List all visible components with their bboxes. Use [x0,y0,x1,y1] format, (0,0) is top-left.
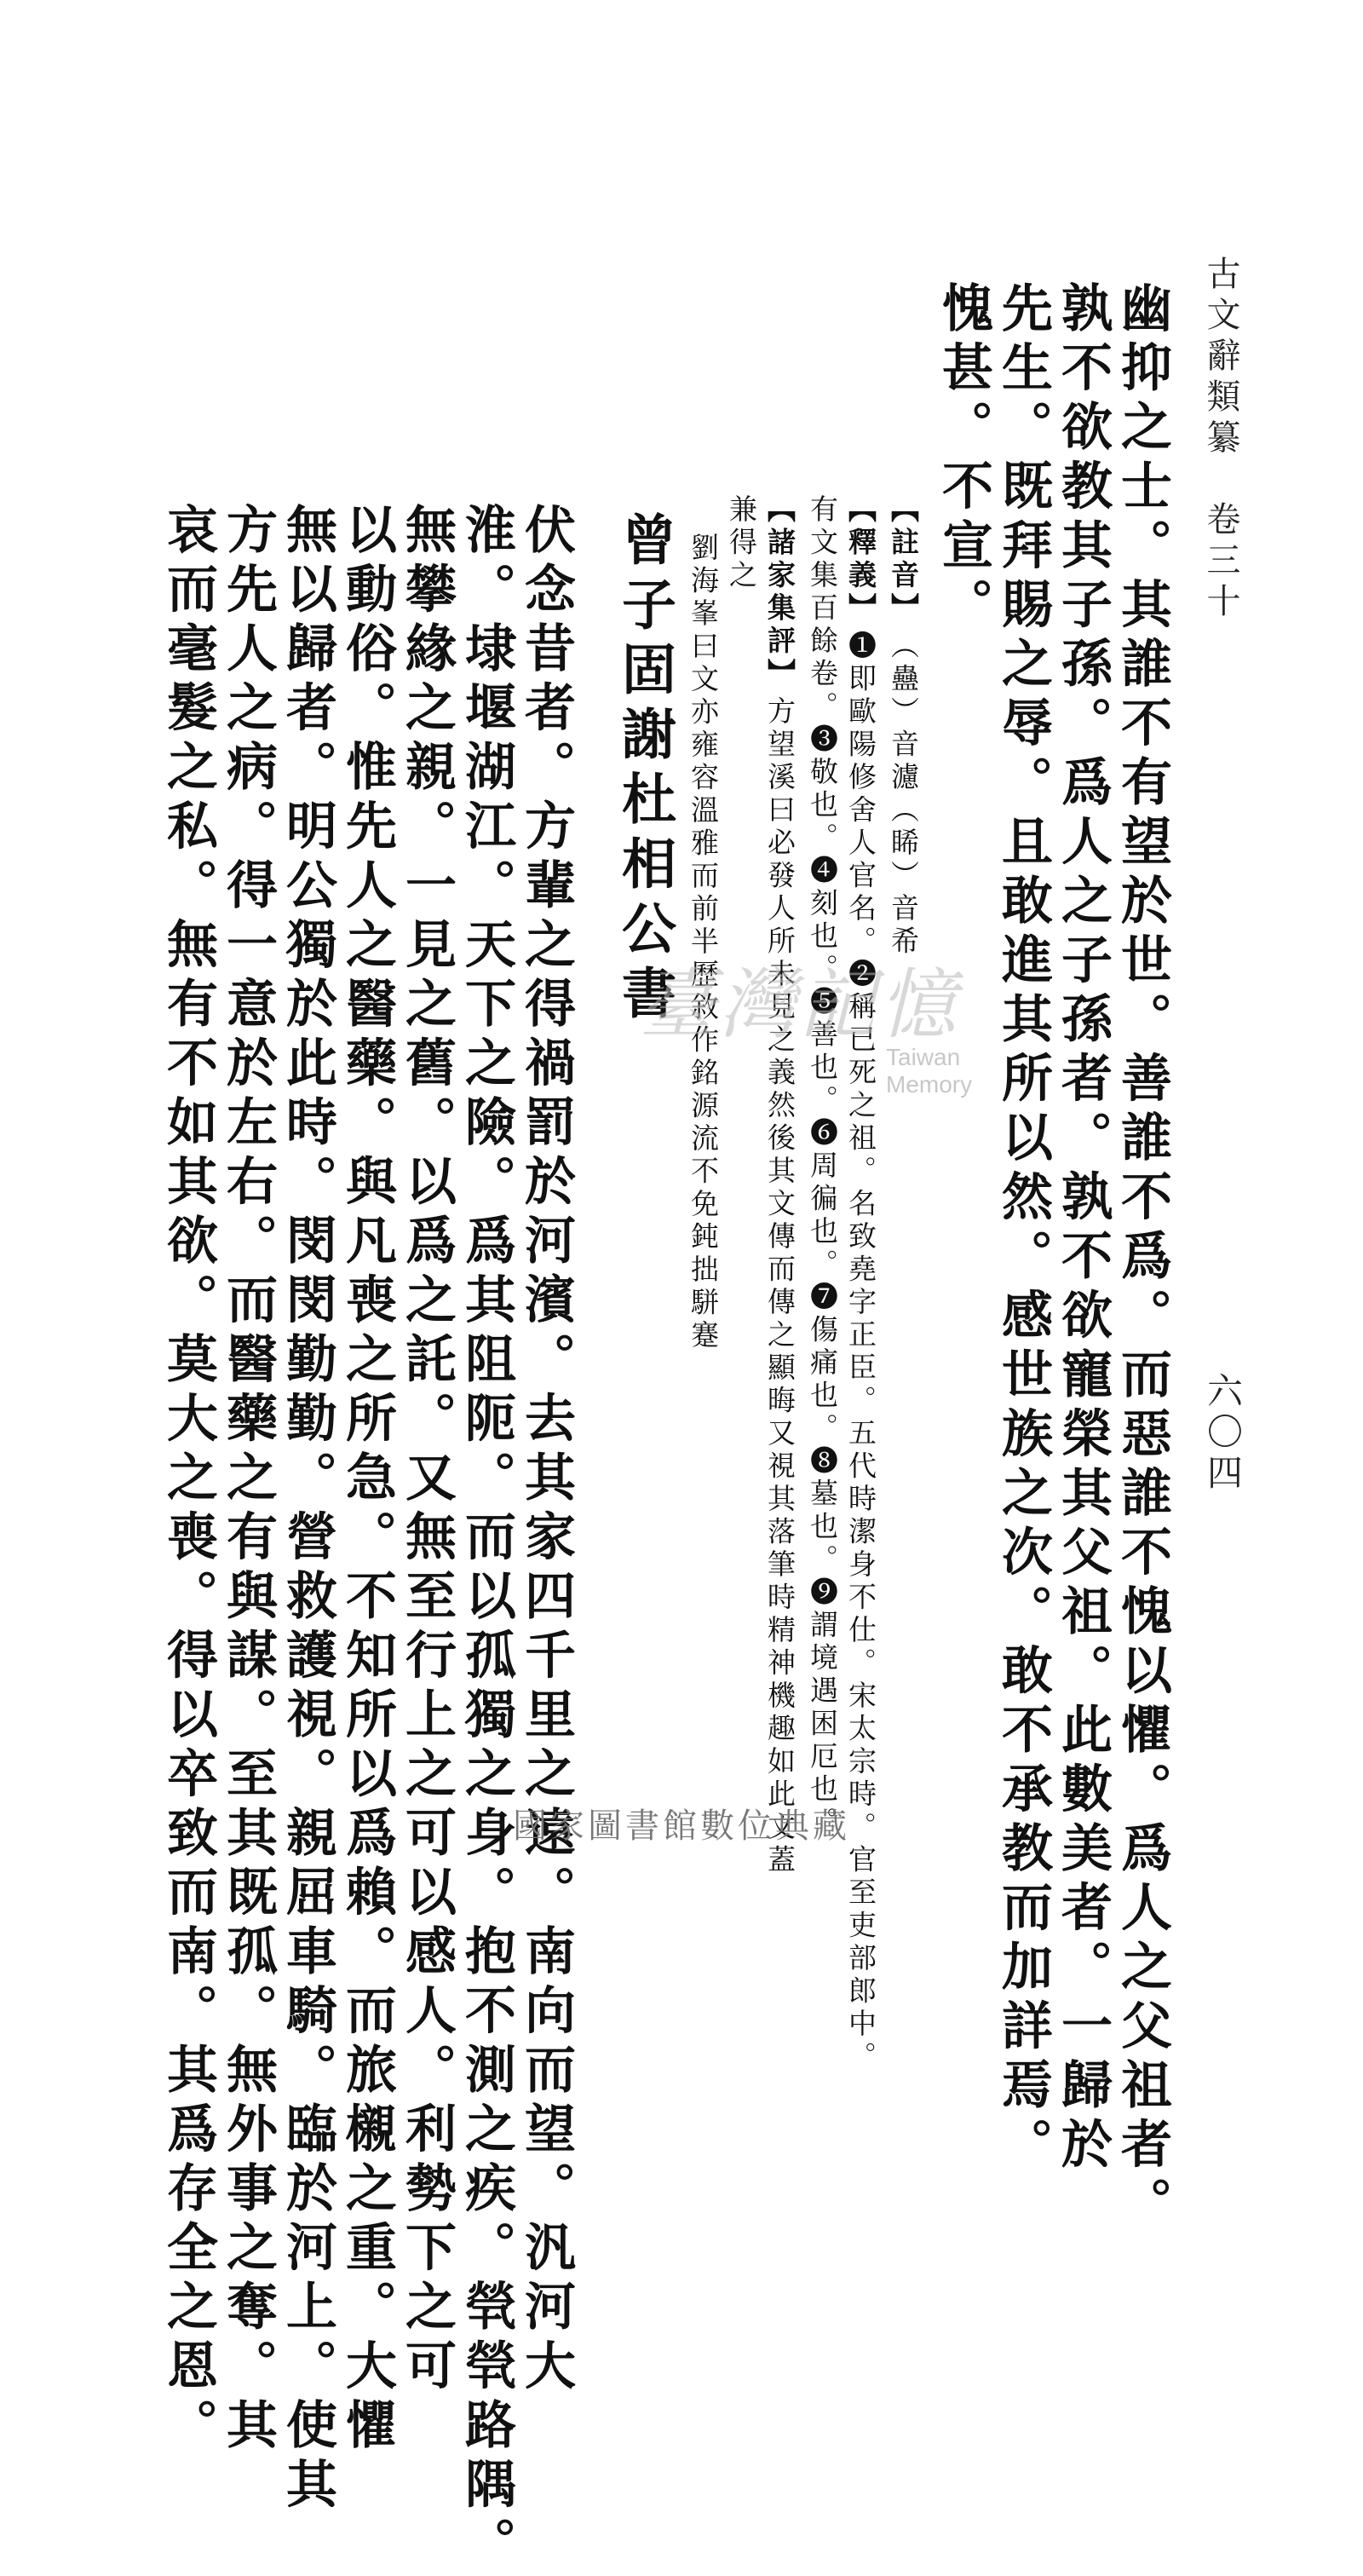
essay-title: 曾子固謝杜相公書 [612,511,676,1029]
main-text-column: 伏念昔者。方輩之得禍罰於河濱。去其家四千里之遠。南向而望。汎河大 [516,503,576,2398]
annotation-jiping [762,494,797,1877]
library-footer: 國家圖書館數位典藏 [513,1807,850,1846]
main-text-column: 無以歸者。明公獨於此時。閔閔勤勤。營救護視。親屈車騎。臨於河上。使其 [278,503,337,2516]
main-text-column: 哀而毫髮之私。無有不如其欲。莫大之喪。得以卒致而南。其爲存全之恩。 [158,503,218,2458]
page-number: 六〇四 [1202,1372,1244,1495]
watermark-chinese: 臺灣記憶 [639,960,959,1050]
main-text-column: 無攀緣之親。一見之舊。以爲之託。又無至行上之可以感人。利勢下之可 [397,503,457,2398]
main-text-column: 以動俗。惟先人之醫藥。與凡喪之所急。不知所以爲賴。而旅櫬之重。大懼 [337,503,397,2458]
annotation-tag: 【諸家集評】 [763,494,797,691]
main-text-column: 方先人之病。得一意於左右。而醫藥之有與謀。至其既孤。無外事之奪。其 [218,503,278,2458]
main-text-column: 淮。埭堰湖江。天下之險。爲其阻阨。而以孤獨之身。抱不測之疾。煢煢路隅。 [457,503,516,2576]
book-title-header: 古文辭類纂 卷三十 [1201,256,1240,624]
annotation-text: 劉海峯曰文亦雍容溫雅而前半歷敘作銘源流不免鈍拙駢蹇 [687,533,720,1353]
annotation-text: 有文集百餘卷。➌敬也。➍刻也。➎善也。➏周徧也。➐傷痛也。➑墓也。➒謂境遇困厄也。 [806,494,839,1840]
annotation-text: 兼得之 [725,494,758,593]
annotation-text: ➊即歐陽修舍人官名。➋稱已死之祖。名致堯字正臣。五代時潔身不仕。宋太宗時。官至吏部郎中。 [844,631,877,2074]
annotation-tag: 【註音】 [887,494,920,625]
main-text-column: 愧甚。不宣。 [934,281,993,637]
annotation-tag: 【釋義】 [844,494,877,625]
main-text-column: 先生。既拜賜之辱。且敢進其所以然。感世族之次。敢不承教而加詳焉。 [993,281,1053,2176]
watermark-english: Taiwan Memory [886,1044,973,1098]
annotation-text: （蠱）音濾（睎）音希 [887,631,920,959]
annotation-text: 方望溪曰必發人所未見之義然後其文傳而傳之顯晦又視其落筆時精神機趣如此文蓋 [763,696,797,1877]
main-text-column: 幽抑之士。其誰不有望於世。善誰不爲。而惡誰不愧以懼。爲人之父祖者。 [1113,281,1172,2236]
main-text-column: 孰不欲教其子孫。爲人之子孫者。孰不欲寵榮其父祖。此數美者。一歸於 [1053,281,1113,2176]
annotation-zhuyin [886,494,920,959]
